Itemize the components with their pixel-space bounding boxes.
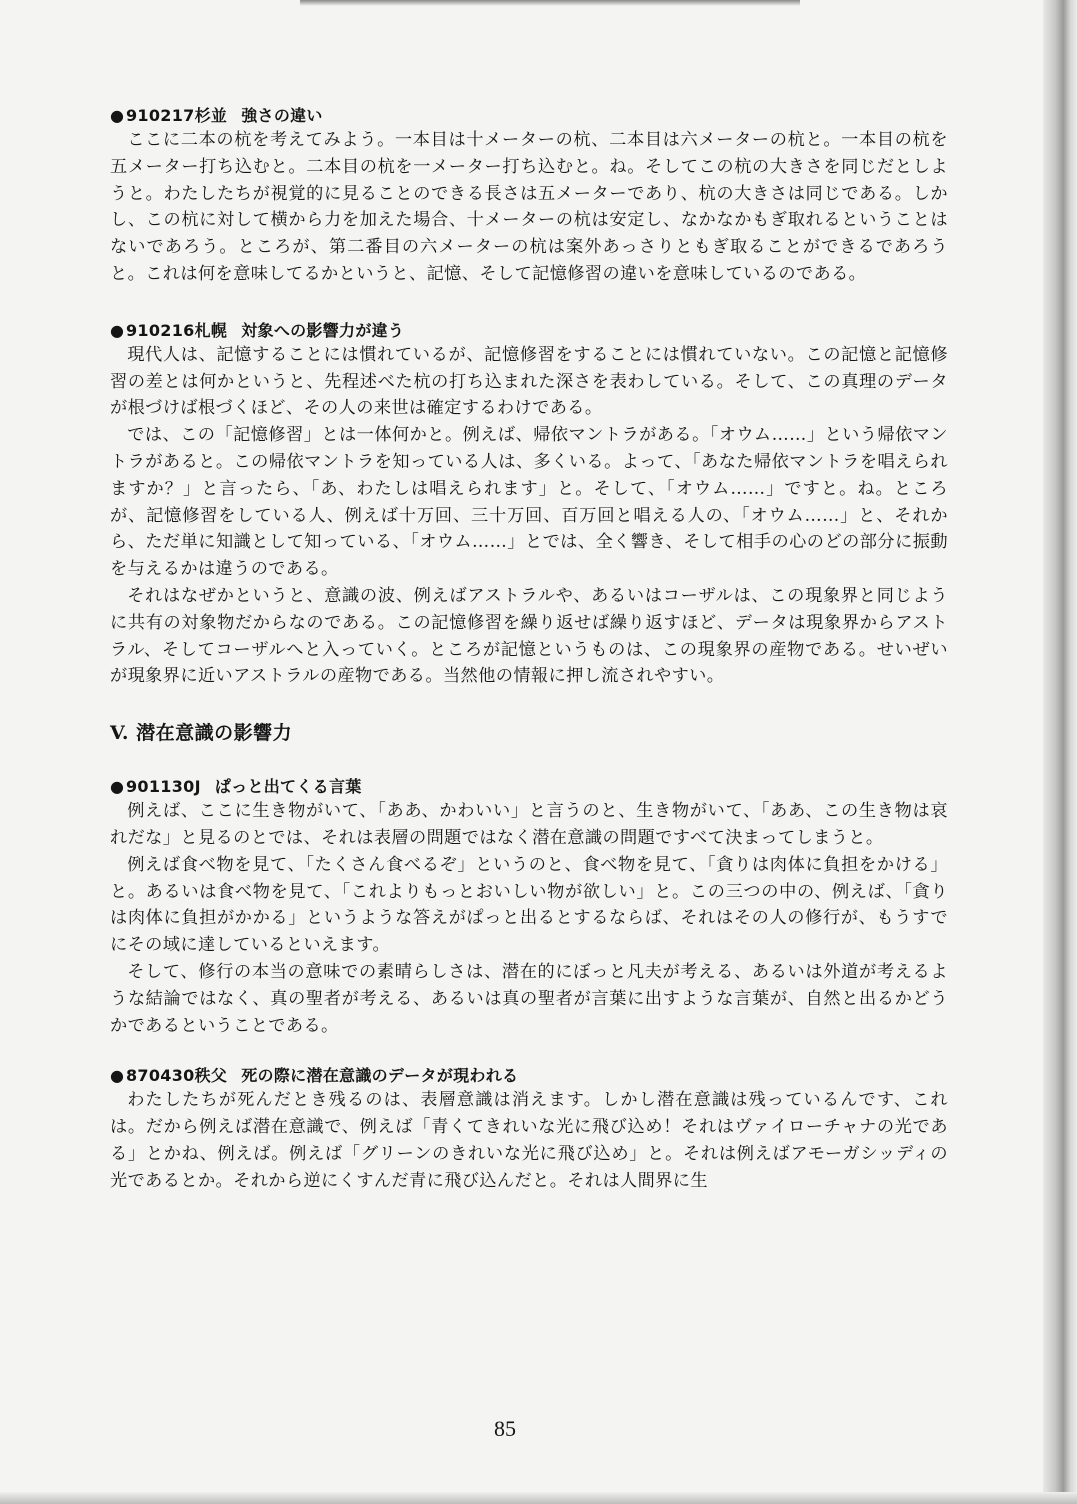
heading-place: 秩父: [194, 1066, 228, 1086]
heading-title: 対象への影響力が違う: [241, 320, 405, 340]
bullet-icon: ●: [110, 320, 125, 340]
section-heading: [110, 1065, 948, 1087]
paragraph: わたしたちが死んだとき残るのは、表層意識は消えます。しかし潜在意識は残っているんです、これは。だから例えば潜在意識で、例えば「青くてきれいな光に飛び込め！それはヴァイローチャナの光である」とかね、例えば。例えば「グリーンのきれいな光に飛び込め」と。それは例えばアモーガシッディの光であるとか。それから逆にくすんだ青に飛び込んだと。それは人間界に生: [110, 1090, 948, 1191]
heading-place: 杉並: [194, 106, 228, 125]
section-heading: [110, 105, 948, 127]
bullet-icon: ●: [110, 777, 125, 797]
section-heading: [110, 320, 948, 342]
page-top-shadow: [300, 0, 800, 6]
paragraph: そして、修行の本当の意味での素晴らしさは、潜在的にぼっと凡夫が考える、あるいは外道が考えるような結論ではなく、真の聖者が考える、あるいは真の聖者が言葉に出すような言葉が、自然と出るかどうかであるということである。: [110, 961, 948, 1036]
section-910217: [110, 105, 948, 288]
paragraph: それはなぜかというと、意識の波、例えばアストラルや、あるいはコーザルは、この現象界と同じように共有の対象物だからなのである。この記憶修習を繰り返せば繰り返すほど、データは現象界からアストラル、そしてコーザルへと入っていく。ところが記憶というものは、この現象界の産物である。せいぜいが現象界に近いアストラルの産物である。当然他の情報に押し流されやすい。: [110, 585, 948, 687]
page-body: [110, 105, 948, 1195]
section-heading: [110, 776, 948, 798]
heading-place: 札幌: [194, 320, 228, 340]
paragraph: 現代人は、記憶することには慣れているが、記憶修習をすることには慣れていない。この記憶と記憶修習の差とは何かというと、先程述べた杭の打ち込まれた深さを表わしている。そして、この真理のデータが根づけば根づくほど、その人の来世は確定するわけである。: [110, 344, 948, 419]
paragraph: 例えば、ここに生き物がいて、「ああ、かわいい」と言うのと、生き物がいて、「ああ、この生き物は哀れだな」と見るのとでは、それは表層の問題ではなく潜在意識の問題ですべて決まってしまうと。: [110, 801, 948, 848]
page-binding-edge: [1043, 0, 1077, 1504]
bullet-icon: ●: [110, 1066, 125, 1086]
bullet-icon: ●: [110, 106, 125, 125]
section-870430: [110, 1065, 948, 1194]
section-901130J: [110, 776, 948, 1039]
heading-title: ぱっと出てくる言葉: [214, 777, 362, 797]
paragraph: では、この「記憶修習」とは一体何かと。例えば、帰依マントラがある。「オウム……」という帰依マントラがあると。この帰依マントラを知っている人は、多くいる。よって、「あなた帰依マントラを唱えられますか？」と言ったら、「あ、わたしは唱えられます」と。そして、「オウム……」ですと。ね。ところが、記憶修習をしている人、例えば十万回、三十万回、百万回と唱える人の、「オウム……」と、それから、ただ単に知識として知っている、「オウム……」とでは、全く響き、そして相手の心のどの部分に振動を与えるかは違うのである。: [110, 425, 948, 580]
section-910216: [110, 320, 948, 690]
page-bottom-edge: [0, 1492, 1077, 1504]
heading-code: 901130J: [126, 777, 201, 797]
paragraph: 例えば食べ物を見て、「たくさん食べるぞ」というのと、食べ物を見て、「貪りは肉体に負担をかける」と。あるいは食べ物を見て、「これよりもっとおいしい物が欲しい」と。この三つの中の、例えば、「貪りは肉体に負担がかかる」というような答えがぱっと出るとするならば、それはその人の修行が、もうすでにその域に達しているといえます。: [110, 854, 948, 956]
paragraph: ここに二本の杭を考えてみよう。一本目は十メーターの杭、二本目は六メーターの杭と。一本目の杭を五メーター打ち込むと。二本目の杭を一メーター打ち込むと。ね。そしてこの杭の大きさを同じだとしようと。わたしたちが視覚的に見ることのできる長さは五メーターであり、杭の大きさは同じである。しかし、この杭に対して横から力を加えた場合、十メーターの杭は安定し、なかなかもぎ取れるということはないであろう。ところが、第二番目の六メーターの杭は案外あっさりともぎ取ることができるであろうと。これは何を意味してるかというと、記憶、そして記憶修習の違いを意味しているのである。: [110, 130, 948, 284]
page-number: 85: [494, 1416, 516, 1441]
heading-code: 870430: [126, 1066, 195, 1086]
heading-title: 死の際に潜在意識のデータが現われる: [241, 1066, 519, 1086]
heading-code: 910217: [126, 106, 195, 125]
chapter-title: V. 潜在意識の影響力: [110, 722, 293, 745]
heading-title: 強さの違い: [241, 106, 323, 125]
heading-code: 910216: [126, 320, 195, 340]
